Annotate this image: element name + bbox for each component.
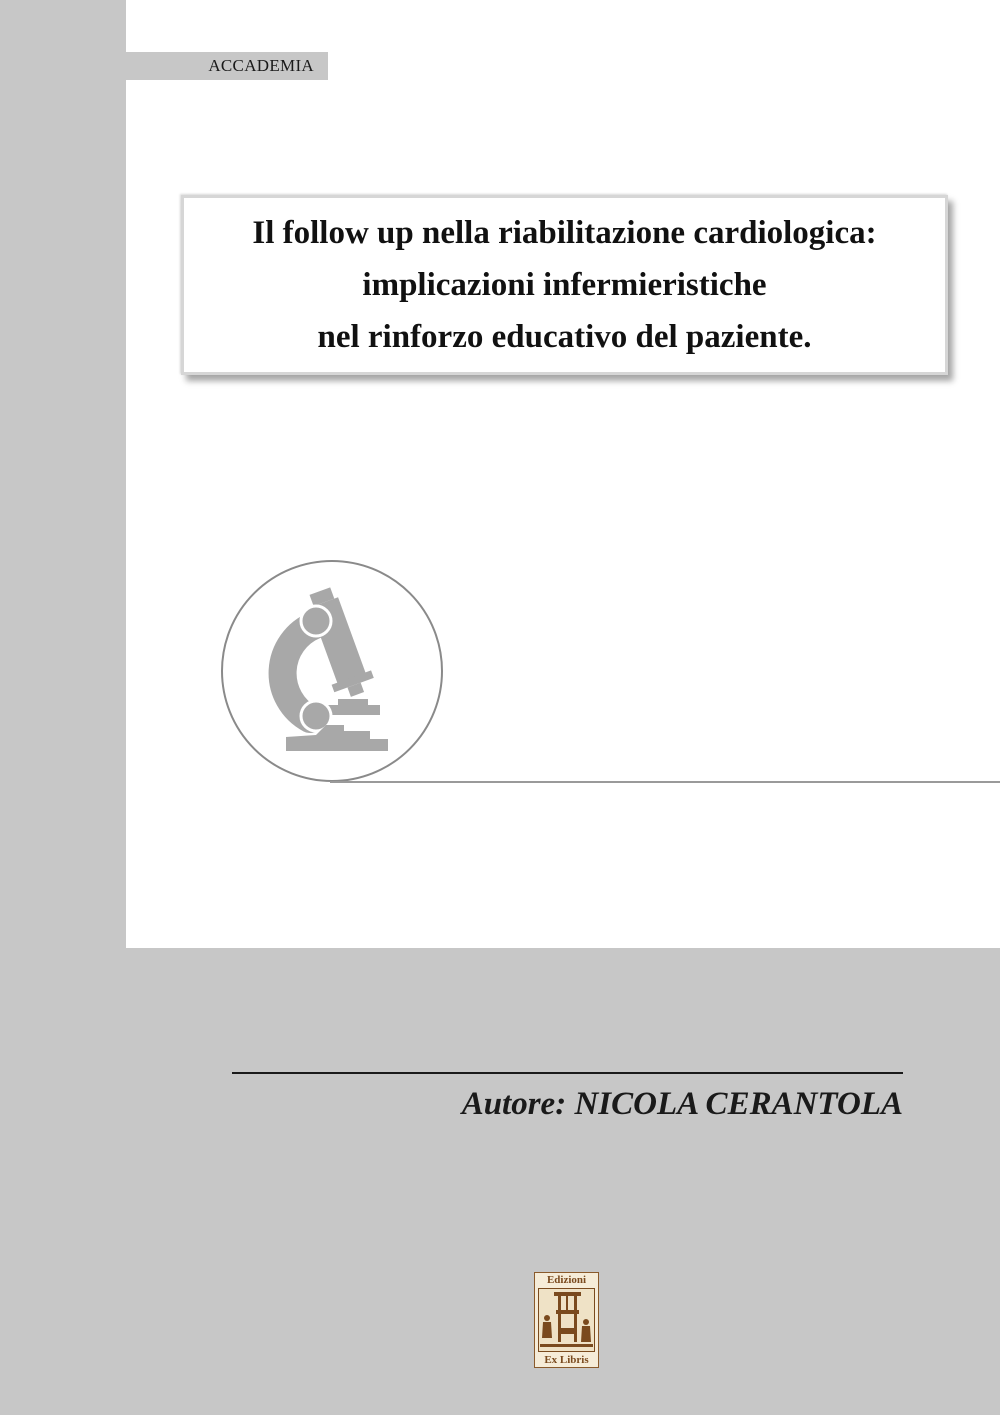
author-rule [232,1072,903,1074]
author-name: Autore: NICOLA CERANTOLA [461,1086,903,1122]
title-line-1: Il follow up nella riabilitazione cardiologica: [252,215,877,251]
publisher-logo [534,1272,599,1368]
series-label: ACCADEMIA [126,52,328,80]
microscope-icon [220,559,444,783]
publisher-logo-icon [538,1288,595,1352]
title-box [181,195,948,375]
title-line-2: implicazioni infermieristiche [362,267,767,303]
publisher-line-1: Edizioni [546,1274,587,1286]
title-line-3: nel rinforzo educativo del paziente. [317,319,812,355]
horizontal-rule [330,781,1000,783]
publisher-line-2: Ex Libris [544,1354,589,1366]
white-panel [126,0,1000,948]
